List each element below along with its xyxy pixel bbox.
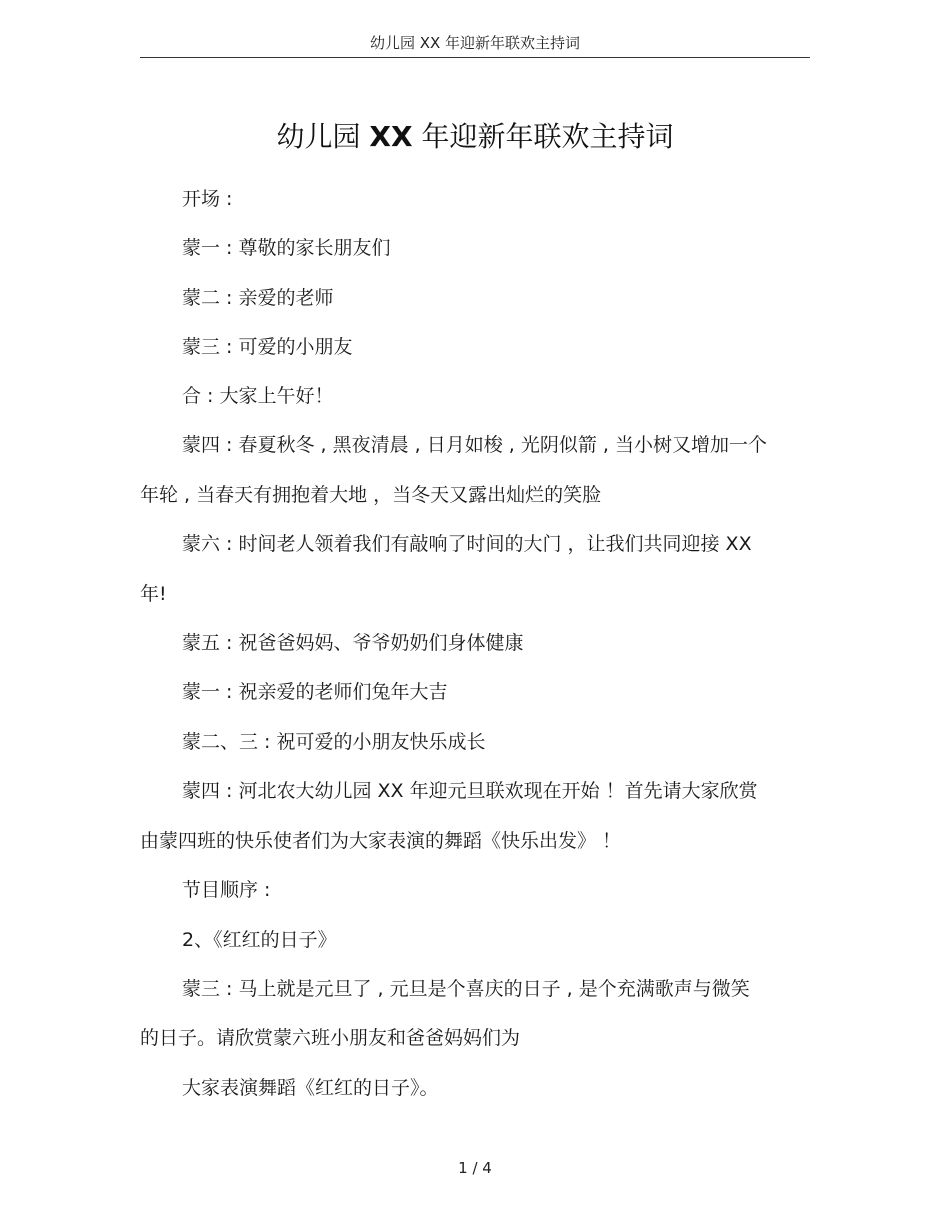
title-bold-xx: XX: [369, 120, 413, 153]
paragraph-line: 合 : 大家上午好！: [182, 385, 334, 407]
paragraph-line: 蒙四 : 河北农大幼儿园 XX 年迎元旦联欢现在开始 ！首先请大家欣赏: [182, 780, 758, 802]
paragraph-line: 蒙二、三 : 祝可爱的小朋友快乐成长: [182, 731, 486, 753]
paragraph-line: 蒙一 : 祝亲爱的老师们兔年大吉: [182, 681, 448, 703]
paragraph-line: 年轮 , 当春天有拥抱着大地 ，当冬天又露出灿烂的笑脸: [140, 484, 602, 506]
paragraph-line: 蒙三 : 马上就是元旦了 , 元旦是个喜庆的日子 , 是个充满歌声与微笑: [182, 978, 750, 1000]
page-number: 1 / 4: [458, 1159, 492, 1177]
paragraph-line: 开场 :: [182, 188, 233, 210]
paragraph-line: 的日子。请欣赏蒙六班小朋友和爸爸妈妈们为: [140, 1027, 521, 1049]
paragraph-line: 由蒙四班的快乐使者们为大家表演的舞蹈《快乐出发》 ！: [140, 830, 622, 852]
title-suffix: 年迎新年联欢主持词: [412, 120, 674, 153]
document-title: [140, 117, 810, 157]
running-header: 幼儿园 XX 年迎新年联欢主持词: [369, 34, 581, 52]
paragraph-line: 蒙五 : 祝爸爸妈妈、爷爷奶奶们身体健康: [182, 632, 524, 654]
header-divider: [140, 57, 810, 58]
paragraph-line: 节目顺序 :: [182, 879, 271, 901]
paragraph-line: 蒙四 : 春夏秋冬 , 黑夜清晨 , 日月如梭 , 光阴似箭 , 当小树又增加一个: [182, 434, 767, 456]
paragraph-line: 蒙三 : 可爱的小朋友: [182, 336, 353, 358]
paragraph-line: 蒙二 : 亲爱的老师: [182, 287, 334, 309]
title-prefix: 幼儿园: [276, 120, 370, 153]
paragraph-line: 大家表演舞蹈《红红的日子》。: [182, 1077, 439, 1099]
paragraph-line: 蒙六 : 时间老人领着我们有敲响了时间的大门 ，让我们共同迎接 XX: [182, 533, 752, 555]
paragraph-line: 年!: [140, 583, 167, 605]
paragraph-line: 蒙一 : 尊敬的家长朋友们: [182, 237, 391, 259]
paragraph-line: 2、《红红的日子》: [182, 929, 337, 951]
